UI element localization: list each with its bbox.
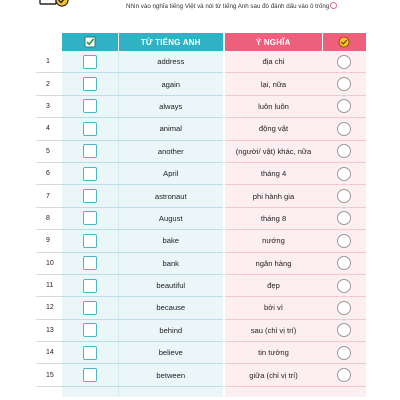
table-header-row: [36, 33, 366, 51]
vietnamese-meaning: (người/ vật) khác, nữa: [224, 140, 322, 162]
vietnamese-meaning: địa chỉ: [224, 51, 322, 73]
row-checkbox-cell: [62, 140, 118, 162]
row-circle-cell: [322, 230, 366, 252]
empty-circle[interactable]: [337, 256, 351, 270]
table-row: [36, 297, 366, 319]
row-circle-cell: [322, 118, 366, 140]
empty-circle[interactable]: [337, 167, 351, 181]
table-row: [36, 252, 366, 274]
english-word: [118, 386, 224, 397]
vietnamese-meaning: lại, nữa: [224, 73, 322, 95]
empty-checkbox[interactable]: [83, 368, 97, 382]
vietnamese-meaning: giữa (chỉ vị trí): [224, 364, 322, 386]
english-word: because: [118, 297, 224, 319]
empty-checkbox[interactable]: [83, 279, 97, 293]
empty-circle[interactable]: [337, 323, 351, 337]
english-word: again: [118, 73, 224, 95]
row-circle-cell: [322, 140, 366, 162]
empty-circle[interactable]: [337, 301, 351, 315]
empty-checkbox[interactable]: [83, 55, 97, 69]
english-word: August: [118, 207, 224, 229]
row-circle-cell: [322, 274, 366, 296]
english-word: bake: [118, 230, 224, 252]
empty-checkbox[interactable]: [83, 301, 97, 315]
row-checkbox-cell: [62, 297, 118, 319]
row-circle-cell: [322, 73, 366, 95]
row-number: 6: [36, 162, 62, 184]
vocabulary-table: [36, 33, 366, 397]
empty-checkbox[interactable]: [83, 189, 97, 203]
english-word: bank: [118, 252, 224, 274]
vietnamese-meaning: sau (chỉ vị trí): [224, 319, 322, 341]
english-word: animal: [118, 118, 224, 140]
table-row: [36, 207, 366, 229]
row-checkbox-cell: [62, 51, 118, 73]
row-checkbox-cell: [62, 319, 118, 341]
english-word: April: [118, 162, 224, 184]
row-number: 8: [36, 207, 62, 229]
empty-circle[interactable]: [337, 122, 351, 136]
empty-checkbox[interactable]: [83, 234, 97, 248]
empty-circle[interactable]: [337, 368, 351, 382]
checkbox-checked-icon: [84, 36, 96, 48]
table-row-partial: [36, 386, 366, 397]
row-circle-cell: [322, 51, 366, 73]
row-number: 9: [36, 230, 62, 252]
vietnamese-meaning: tháng 8: [224, 207, 322, 229]
english-word: address: [118, 51, 224, 73]
table-row: [36, 364, 366, 386]
empty-checkbox[interactable]: [83, 256, 97, 270]
row-number: 4: [36, 118, 62, 140]
header-number: [36, 33, 62, 51]
vietnamese-meaning: tháng 4: [224, 162, 322, 184]
table-row: [36, 274, 366, 296]
empty-circle[interactable]: [337, 234, 351, 248]
row-number: [36, 386, 62, 397]
row-circle-cell: [322, 386, 366, 397]
row-checkbox-cell: [62, 386, 118, 397]
empty-circle[interactable]: [337, 99, 351, 113]
row-circle-cell: [322, 342, 366, 364]
row-number: 3: [36, 95, 62, 117]
header-english-word: TỪ TIẾNG ANH: [118, 33, 224, 51]
row-circle-cell: [322, 319, 366, 341]
row-circle-cell: [322, 185, 366, 207]
english-word: beautiful: [118, 274, 224, 296]
row-circle-cell: [322, 364, 366, 386]
row-circle-cell: [322, 162, 366, 184]
header-checkbox: [62, 33, 118, 51]
table-row: [36, 118, 366, 140]
row-number: 13: [36, 319, 62, 341]
vietnamese-meaning: tin tưởng: [224, 342, 322, 364]
header-circle: [322, 33, 366, 51]
empty-checkbox[interactable]: [83, 211, 97, 225]
empty-checkbox[interactable]: [83, 323, 97, 337]
row-number: 1: [36, 51, 62, 73]
english-word: astronaut: [118, 185, 224, 207]
vietnamese-meaning: ngân hàng: [224, 252, 322, 274]
vietnamese-meaning: bởi vì: [224, 297, 322, 319]
empty-checkbox[interactable]: [83, 144, 97, 158]
empty-circle[interactable]: [337, 279, 351, 293]
circle-icon: [330, 2, 337, 9]
row-checkbox-cell: [62, 118, 118, 140]
row-circle-cell: [322, 207, 366, 229]
vietnamese-meaning: phi hành gia: [224, 185, 322, 207]
empty-checkbox[interactable]: [83, 122, 97, 136]
table-row: [36, 140, 366, 162]
instruction-text: [126, 2, 396, 10]
row-checkbox-cell: [62, 342, 118, 364]
row-checkbox-cell: [62, 73, 118, 95]
row-number: 7: [36, 185, 62, 207]
empty-circle[interactable]: [337, 346, 351, 360]
row-checkbox-cell: [62, 230, 118, 252]
row-number: 5: [36, 140, 62, 162]
empty-circle[interactable]: [337, 211, 351, 225]
empty-checkbox[interactable]: [83, 167, 97, 181]
row-number: 12: [36, 297, 62, 319]
empty-circle[interactable]: [337, 77, 351, 91]
english-word: behind: [118, 319, 224, 341]
empty-checkbox[interactable]: [83, 346, 97, 360]
table-row: [36, 230, 366, 252]
vietnamese-meaning: nướng: [224, 230, 322, 252]
instruction-label: Nhìn vào nghĩa tiếng Việt và nói từ tiếng Anh sau đó đánh dấu vào ô trống: [126, 3, 330, 10]
header-meaning: Ý NGHĨA: [224, 33, 322, 51]
empty-checkbox[interactable]: [83, 99, 97, 113]
row-checkbox-cell: [62, 162, 118, 184]
table-row: [36, 185, 366, 207]
english-word: believe: [118, 342, 224, 364]
table-row: [36, 51, 366, 73]
row-checkbox-cell: [62, 364, 118, 386]
row-checkbox-cell: [62, 252, 118, 274]
table-row: [36, 95, 366, 117]
vietnamese-meaning: [224, 386, 322, 397]
row-circle-cell: [322, 297, 366, 319]
row-number: 15: [36, 364, 62, 386]
table-row: [36, 342, 366, 364]
vietnamese-meaning: đẹp: [224, 274, 322, 296]
row-circle-cell: [322, 95, 366, 117]
row-number: 11: [36, 274, 62, 296]
checkbox-logo-icon: [38, 0, 72, 8]
row-checkbox-cell: [62, 185, 118, 207]
row-circle-cell: [322, 252, 366, 274]
table-row: [36, 319, 366, 341]
english-word: always: [118, 95, 224, 117]
row-number: 2: [36, 73, 62, 95]
english-word: another: [118, 140, 224, 162]
table-row: [36, 162, 366, 184]
empty-checkbox[interactable]: [83, 77, 97, 91]
empty-circle[interactable]: [337, 189, 351, 203]
table-row: [36, 73, 366, 95]
vietnamese-meaning: luôn luôn: [224, 95, 322, 117]
row-checkbox-cell: [62, 274, 118, 296]
row-checkbox-cell: [62, 95, 118, 117]
row-number: 10: [36, 252, 62, 274]
empty-circle[interactable]: [337, 144, 351, 158]
row-checkbox-cell: [62, 207, 118, 229]
circle-checked-icon: [338, 36, 350, 48]
vietnamese-meaning: động vật: [224, 118, 322, 140]
english-word: between: [118, 364, 224, 386]
empty-circle[interactable]: [337, 55, 351, 69]
row-number: 14: [36, 342, 62, 364]
